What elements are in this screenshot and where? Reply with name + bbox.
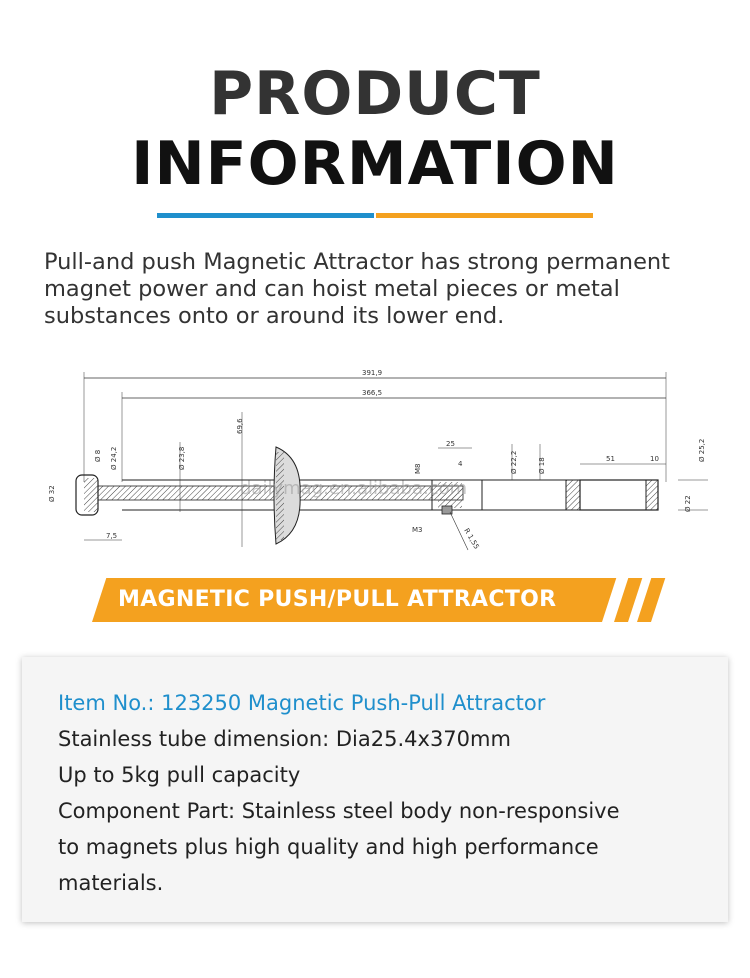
intro-paragraph: Pull-and push Magnetic Attractor has strong permanent magnet power and can hoist metal pieces or metal substances onto or around its lower end. bbox=[44, 249, 670, 329]
accent-bar-orange bbox=[376, 213, 593, 218]
dim-len-4: 4 bbox=[458, 460, 463, 468]
dim-rod-outer-dia: Ø 24,2 bbox=[110, 446, 118, 470]
dim-handle-height: 69,6 bbox=[236, 418, 244, 434]
dim-overall: 391,9 bbox=[362, 369, 383, 377]
dim-tube-dia: Ø 22,2 bbox=[510, 450, 518, 474]
dim-handle-dia: Ø 23,8 bbox=[178, 446, 186, 470]
spec-component-2: to magnets plus high quality and high performance bbox=[58, 835, 599, 859]
dim-screw-m8: M8 bbox=[414, 463, 422, 474]
dim-len-51: 51 bbox=[606, 455, 615, 463]
dim-len-10: 10 bbox=[650, 455, 659, 463]
dim-cap-dia: Ø 32 bbox=[48, 485, 56, 502]
dim-chamfer: R 1,55 bbox=[462, 527, 481, 551]
dim-rod-dia: Ø 8 bbox=[94, 449, 102, 462]
watermark-text: dailymag.en.alibaba.com bbox=[240, 478, 468, 499]
title-line-1: PRODUCT bbox=[209, 59, 541, 129]
spec-component-3: materials. bbox=[58, 871, 164, 895]
banner-label: MAGNETIC PUSH/PULL ATTRACTOR bbox=[118, 587, 557, 612]
dim-end-dia: Ø 25,2 bbox=[698, 438, 706, 462]
spec-item-number: Item No.: 123250 Magnetic Push-Pull Attractor bbox=[58, 691, 546, 715]
dim-cap-offset: 7,5 bbox=[106, 532, 118, 540]
product-banner bbox=[92, 578, 672, 622]
spec-card bbox=[22, 657, 728, 922]
dim-screw-m3: M3 bbox=[412, 526, 423, 534]
spec-tube-dimension: Stainless tube dimension: Dia25.4x370mm bbox=[58, 727, 511, 751]
dim-len-25: 25 bbox=[446, 440, 455, 448]
dim-magnet-dia: Ø 18 bbox=[538, 457, 546, 474]
accent-bar-blue bbox=[157, 213, 374, 218]
dim-tube-length: 366,5 bbox=[362, 389, 383, 397]
technical-drawing bbox=[40, 362, 720, 552]
title-line-2: INFORMATION bbox=[131, 129, 619, 199]
spec-pull-capacity: Up to 5kg pull capacity bbox=[58, 763, 301, 787]
spec-component-1: Component Part: Stainless steel body non-responsive bbox=[58, 799, 620, 823]
banner-stripe-2 bbox=[637, 578, 665, 622]
dim-end-inner-dia: Ø 22 bbox=[684, 495, 692, 512]
